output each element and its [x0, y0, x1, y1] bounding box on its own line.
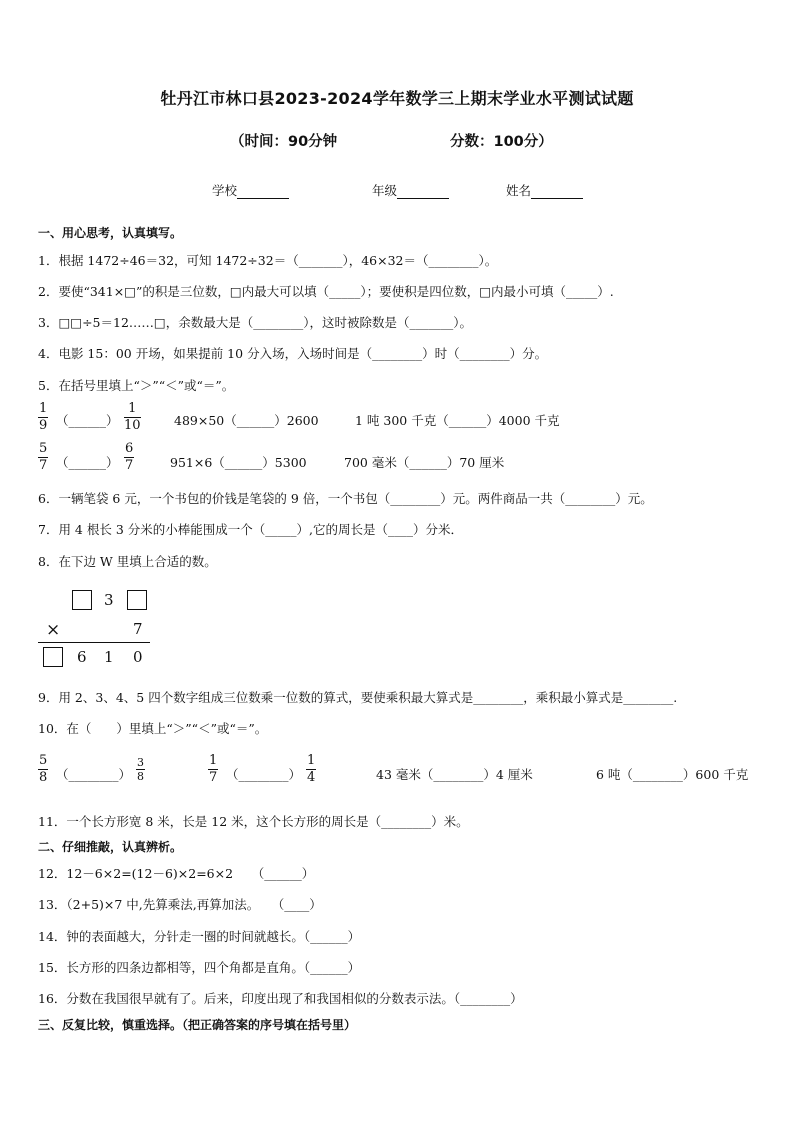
question-15: 15．长方形的四条边都相等，四个角都是直角。（______） [38, 960, 361, 975]
q10-expression-2: 6 吨（________）600 千克 [596, 767, 749, 782]
q5-fraction-2: $\frac{1}{10}$ [124, 401, 141, 433]
q5-expression-4: 700 毫米（______）70 厘米 [344, 455, 505, 470]
question-9: 9．用 2、3、4、5 四个数字组成三位数乘一位数的算式，要使乘积最大算式是________，乘积最小算式是________. [38, 690, 678, 705]
school-label: 学校 [212, 183, 238, 198]
section-3-heading: 三、反复比较，慎重选择。（把正确答案的序号填在括号里） [38, 1018, 357, 1032]
grade-blank[interactable] [397, 186, 449, 199]
school-blank[interactable] [237, 186, 289, 199]
question-13: 13．（2+5)×7 中,先算乘法,再算加法。 （____） [38, 897, 322, 912]
grade-label: 年级 [372, 183, 398, 198]
q8-multiplier: 7 [133, 620, 143, 638]
exam-time: （时间：90分钟 [230, 134, 338, 150]
q5-fraction-4: $\frac{6}{7}$ [125, 441, 134, 473]
q5-expression-3: 951×6（______）5300 [170, 455, 307, 470]
q10-fraction-2: $\frac{3}{8}$ [137, 756, 144, 783]
q10-fraction-3: $\frac{1}{7}$ [209, 753, 218, 785]
question-8: 8．在下边 W 里填上合适的数。 [38, 554, 217, 569]
q10-fraction-4: $\frac{1}{4}$ [307, 753, 316, 785]
grade-field [372, 181, 449, 199]
school-field [212, 181, 289, 199]
q5-blank-2[interactable]: （______） [56, 455, 119, 470]
q5-fraction-1: $\frac{1}{9}$ [39, 401, 48, 433]
question-14: 14．钟的表面越大，分针走一圈的时间就越长。（______） [38, 929, 361, 944]
question-11: 11．一个长方形宽 8 米，长是 12 米，这个长方形的周长是（________）米。 [38, 814, 469, 829]
q5-expression-2: 1 吨 300 千克（______）4000 千克 [355, 413, 560, 428]
section-2-heading: 二、仔细推敲，认真辨析。 [38, 840, 183, 854]
q5-blank-1[interactable]: （______） [56, 413, 119, 428]
q10-expression-1: 43 毫米（________）4 厘米 [376, 767, 533, 782]
question-5: 5．在括号里填上“＞”“＜”或“＝”。 [38, 378, 235, 393]
question-1: 1．根据 1472÷46＝32，可知 1472÷32＝（_______），46×32＝（________）。 [38, 253, 498, 268]
question-7: 7．用 4 根长 3 分米的小棒能围成一个（_____）,它的周长是（____）分米． [38, 522, 463, 537]
question-3: 3．□□÷5＝12……□，余数最大是（________），这时被除数是（_______）。 [38, 315, 472, 330]
question-6: 6．一辆笔袋 6 元，一个书包的价钱是笔袋的 9 倍，一个书包（________）元。两件商品一共（________）元。 [38, 491, 653, 506]
q8-result-digit-3: 0 [133, 648, 143, 666]
name-blank[interactable] [531, 186, 583, 199]
page-title: 牡丹江市林口县2023-2024学年数学三上期末学业水平测试试题 [160, 89, 634, 108]
q8-digit-box-1[interactable] [72, 590, 92, 610]
question-2: 2．要使“341×□”的积是三位数，□内最大可以填（_____）；要使积是四位数，□内最小可填（_____）. [38, 284, 614, 299]
question-12: 12．12－6×2=(12－6)×2=6×2 （______） [38, 866, 315, 881]
q10-blank-1[interactable]: （________） [56, 767, 132, 782]
q5-fraction-3: $\frac{5}{7}$ [39, 441, 48, 473]
question-16: 16．分数在我国很早就有了。后来，印度出现了和我国相似的分数表示法。（________） [38, 991, 523, 1006]
q5-expression-1: 489×50（______）2600 [174, 413, 319, 428]
exam-score: 分数：100分） [450, 134, 553, 150]
q8-result-line [38, 642, 150, 643]
multiply-sign: × [46, 620, 61, 640]
q10-fraction-1: $\frac{5}{8}$ [39, 753, 48, 785]
question-4: 4．电影 15：00 开场，如果提前 10 分入场，入场时间是（________）时（________）分。 [38, 346, 548, 361]
q10-blank-2[interactable]: （________） [226, 767, 302, 782]
section-1-heading: 一、用心思考，认真填写。 [38, 226, 183, 240]
q8-digit-3: 3 [104, 591, 114, 609]
question-10: 10．在（ ）里填上“＞”“＜”或“＝”。 [38, 721, 268, 736]
name-field [506, 181, 583, 199]
name-label: 姓名 [506, 183, 532, 198]
q8-digit-box-2[interactable] [127, 590, 147, 610]
q8-result-digit-1: 6 [77, 648, 87, 666]
q8-digit-box-3[interactable] [43, 647, 63, 667]
q8-result-digit-2: 1 [104, 648, 114, 666]
